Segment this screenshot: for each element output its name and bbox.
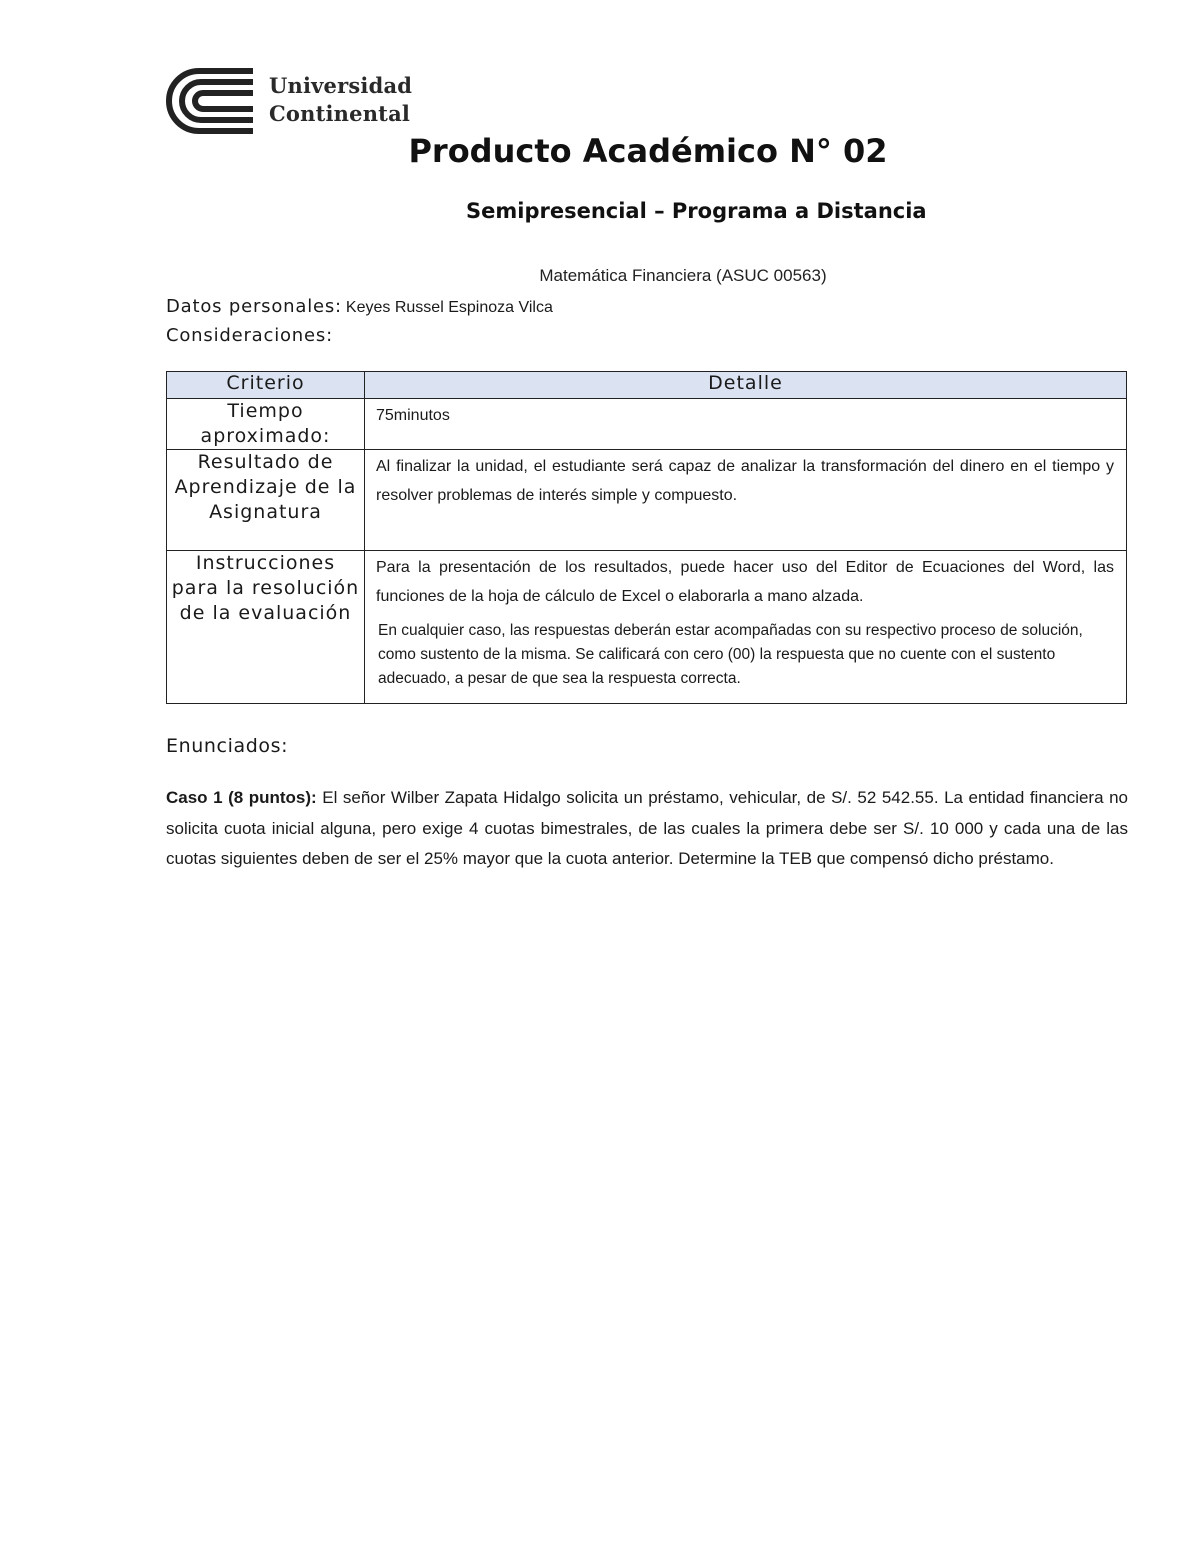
table-cell-detalle [365, 551, 1127, 704]
case-1-label: Caso 1 (8 puntos): [166, 788, 317, 807]
case-1-text: El señor Wilber Zapata Hidalgo solicita un préstamo, vehicular, de S/. 52 542.55. La entidad financiera no solicita cuota inicial alguna, pero exige 4 cuotas bimestrales, de las cuales la primera debe ser S/. 10 000 y cada una de las cuotas siguientes deben de ser el 25% mayor que la cuota anterior. Determine la TEB que compensó dicho préstamo. [166, 788, 1128, 868]
instructions-paragraph: Para la presentación de los resultados, puede hacer uso del Editor de Ecuaciones del Word, las funciones de la hoja de cálculo de Excel o elaborarla a mano alzada. [376, 559, 1114, 605]
considerations-heading: Consideraciones: [166, 325, 333, 346]
page-title: Producto Académico N° 02 [408, 132, 888, 170]
table-cell-detalle: Al finalizar la unidad, el estudiante será capaz de analizar la transformación del dinero en el tiempo y resolver problemas de interés simple y compuesto. [365, 450, 1127, 551]
table-row [167, 399, 1127, 450]
personal-data-label: Datos personales: [166, 296, 342, 317]
instructions-note: En cualquier caso, las respuestas deberán estar acompañadas con su respectivo proceso de solución, como sustento de la misma. Se calificará con cero (00) la respuesta que no cuente con el sustento adecuado, a pesar de que sea la respuesta correcta. [378, 622, 1083, 687]
table-header-row [167, 372, 1127, 399]
continental-logo-icon [165, 68, 265, 134]
logo-line-1: Universidad [269, 73, 413, 98]
page-subtitle: Semipresencial – Programa a Distancia [466, 199, 927, 223]
table-cell-criterio: Tiempo aproximado: [167, 399, 365, 450]
table-cell-criterio: Instrucciones para la resolución de la evaluación [167, 551, 365, 704]
table-row [167, 450, 1127, 551]
course-name: Matemática Financiera (ASUC 00563) [539, 266, 827, 285]
statements-heading: Enunciados: [166, 735, 289, 757]
table-cell-detalle: 75minutos [365, 399, 1127, 450]
logo-wordmark [269, 72, 412, 128]
criteria-table [166, 371, 1127, 704]
table-row [167, 551, 1127, 704]
column-header-criterio: Criterio [167, 372, 365, 399]
column-header-detalle: Detalle [365, 372, 1127, 399]
logo-line-2: Continental [269, 101, 411, 126]
personal-data-value: Keyes Russel Espinoza Vilca [345, 299, 553, 316]
personal-data [166, 296, 553, 317]
table-cell-criterio: Resultado de Aprendizaje de la Asignatura [167, 450, 365, 551]
case-1-paragraph [166, 783, 1128, 875]
university-logo [165, 68, 415, 134]
